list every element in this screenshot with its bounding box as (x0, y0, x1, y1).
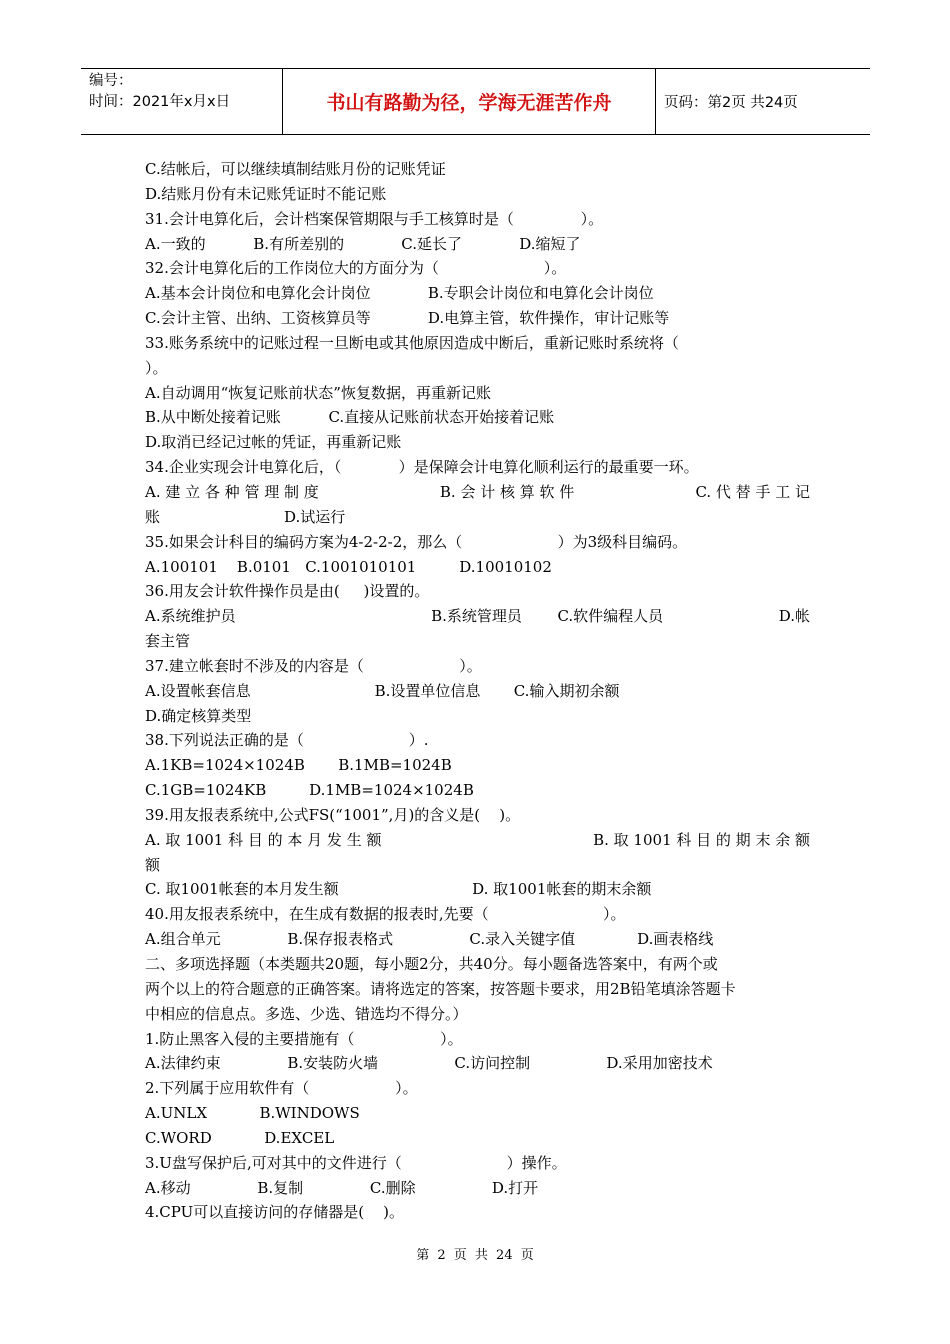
question-33: 33.账务系统中的记账过程一旦断电或其他原因造成中断后，重新记账时系统将（ (145, 333, 679, 352)
question-34-options (145, 480, 810, 505)
section-2-heading: 二、多项选择题（本类题共20题，每小题2分，共40分。每小题备选答案中，有两个或 (145, 955, 718, 973)
option-b: B. 取 1001 科 目 的 期 末 余 额 (593, 830, 810, 849)
doc-number-label: 编号： (89, 73, 133, 89)
question-39-options-ab (145, 828, 810, 853)
question-33-option-d: D.取消已经记过帐的凭证，再重新记账 (145, 433, 402, 452)
question-38-options-ab: A.1KB=1024×1024B B.1MB=1024B (145, 756, 452, 775)
mc-question-3-options: A.移动 B.复制 C.删除 D.打开 (145, 1178, 539, 1197)
header-motto: 书山有路勤为径，学海无涯苦作舟 (283, 69, 656, 134)
question-39-options-cd: C. 取1001帐套的本月发生额 D. 取1001帐套的期末余额 (145, 880, 652, 899)
question-39: 39.用友报表系统中,公式FS(“1001”,月)的含义是( )。 (145, 805, 521, 824)
option-a: A.系统维护员 (145, 607, 236, 626)
mc-question-1: 1.防止黑客入侵的主要措施有（ ）。 (145, 1029, 463, 1048)
question-32-options-ab: A.基本会计岗位和电算化会计岗位 B.专职会计岗位和电算化会计岗位 (145, 284, 654, 303)
mc-question-1-options: A.法律约束 B.安装防火墙 C.访问控制 D.采用加密技术 (145, 1054, 713, 1073)
question-37: 37.建立帐套时不涉及的内容是（ ）。 (145, 656, 482, 675)
question-32: 32.会计电算化后的工作岗位大的方面分为（ ）。 (145, 259, 567, 278)
option-b: B.系统管理员 (431, 607, 522, 626)
question-34: 34.企业实现会计电算化后，（ ）是保障会计电算化顺利运行的最重要一环。 (145, 458, 699, 477)
document-body (145, 157, 810, 1225)
question-36-cont: 套主管 (145, 632, 191, 651)
mc-question-2: 2.下列属于应用软件有（ ）。 (145, 1079, 418, 1098)
question-31: 31.会计电算化后，会计档案保管期限与手工核算时是（ ）。 (145, 209, 604, 228)
question-37-option-d: D.确定核算类型 (145, 706, 252, 725)
option-b: B. 会 计 核 算 软 件 (439, 482, 575, 501)
question-38: 38.下列说法正确的是（ ）. (145, 731, 429, 750)
question-33-option-a: A.自动调用“恢复记账前状态”恢复数据，再重新记账 (145, 383, 491, 402)
question-39-cont: 额 (145, 855, 161, 874)
question-31-options: A.一致的 B.有所差别的 C.延长了 D.缩短了 (145, 234, 581, 253)
mc-question-3: 3.U盘写保护后,可对其中的文件进行（ ）操作。 (145, 1153, 567, 1172)
option-c: C.软件编程人员 (557, 607, 664, 626)
question-32-options-cd: C.会计主管、出纳、工资核算员等 D.电算主管，软件操作，审计记账等 (145, 309, 670, 328)
section-2-heading-cont: 中相应的信息点。多选、少选、错选均不得分。） (145, 1004, 468, 1023)
option-a: A. 建 立 各 种 管 理 制 度 (145, 482, 319, 501)
question-36-options (145, 604, 810, 629)
question-34-options-cont: 账 D.试运行 (145, 507, 346, 526)
doc-date-label: 时间：2021年x月x日 (89, 94, 231, 110)
header-page-info: 页码：第2页 共24页 (664, 95, 798, 111)
section-2-heading-cont: 两个以上的符合题意的正确答案。请将选定的答案，按答题卡要求，用2B铅笔填涂答题卡 (145, 979, 736, 998)
text-line: D.结账月份有未记账凭证时不能记账 (145, 184, 387, 203)
option-a: A. 取 1001 科 目 的 本 月 发 生 额 (145, 830, 382, 849)
text-line: C.结帐后，可以继续填制结账月份的记账凭证 (145, 160, 446, 178)
question-36: 36.用友会计软件操作员是由( )设置的。 (145, 582, 430, 601)
question-35-options: A.100101 B.0101 C.1001010101 D.10010102 (145, 557, 552, 576)
option-d: D.帐 (778, 607, 810, 626)
page-footer: 第 2 页 共 24 页 (416, 1248, 534, 1263)
option-c: C. 代 替 手 工 记 (695, 482, 810, 501)
question-40-options: A.组合单元 B.保存报表格式 C.录入关键字值 D.画表格线 (145, 930, 714, 949)
question-33-cont: ）。 (145, 358, 168, 377)
question-33-options-bc: B.从中断处接着记账 C.直接从记账前状态开始接着记账 (145, 408, 555, 427)
mc-question-2-options-ab: A.UNLX B.WINDOWS (145, 1104, 360, 1123)
mc-question-4: 4.CPU可以直接访问的存储器是( )。 (145, 1203, 405, 1222)
mc-question-2-options-cd: C.WORD D.EXCEL (145, 1128, 335, 1147)
question-37-options-abc: A.设置帐套信息 B.设置单位信息 C.输入期初余额 (145, 681, 620, 700)
header-meta (81, 69, 283, 134)
page-header (81, 68, 870, 135)
question-38-options-cd: C.1GB=1024KB D.1MB=1024×1024B (145, 781, 474, 800)
question-40: 40.用友报表系统中，在生成有数据的报表时,先要（ ）。 (145, 905, 626, 924)
question-35: 35.如果会计科目的编码方案为4-2-2-2，那么（ ）为3级科目编码。 (145, 532, 688, 551)
